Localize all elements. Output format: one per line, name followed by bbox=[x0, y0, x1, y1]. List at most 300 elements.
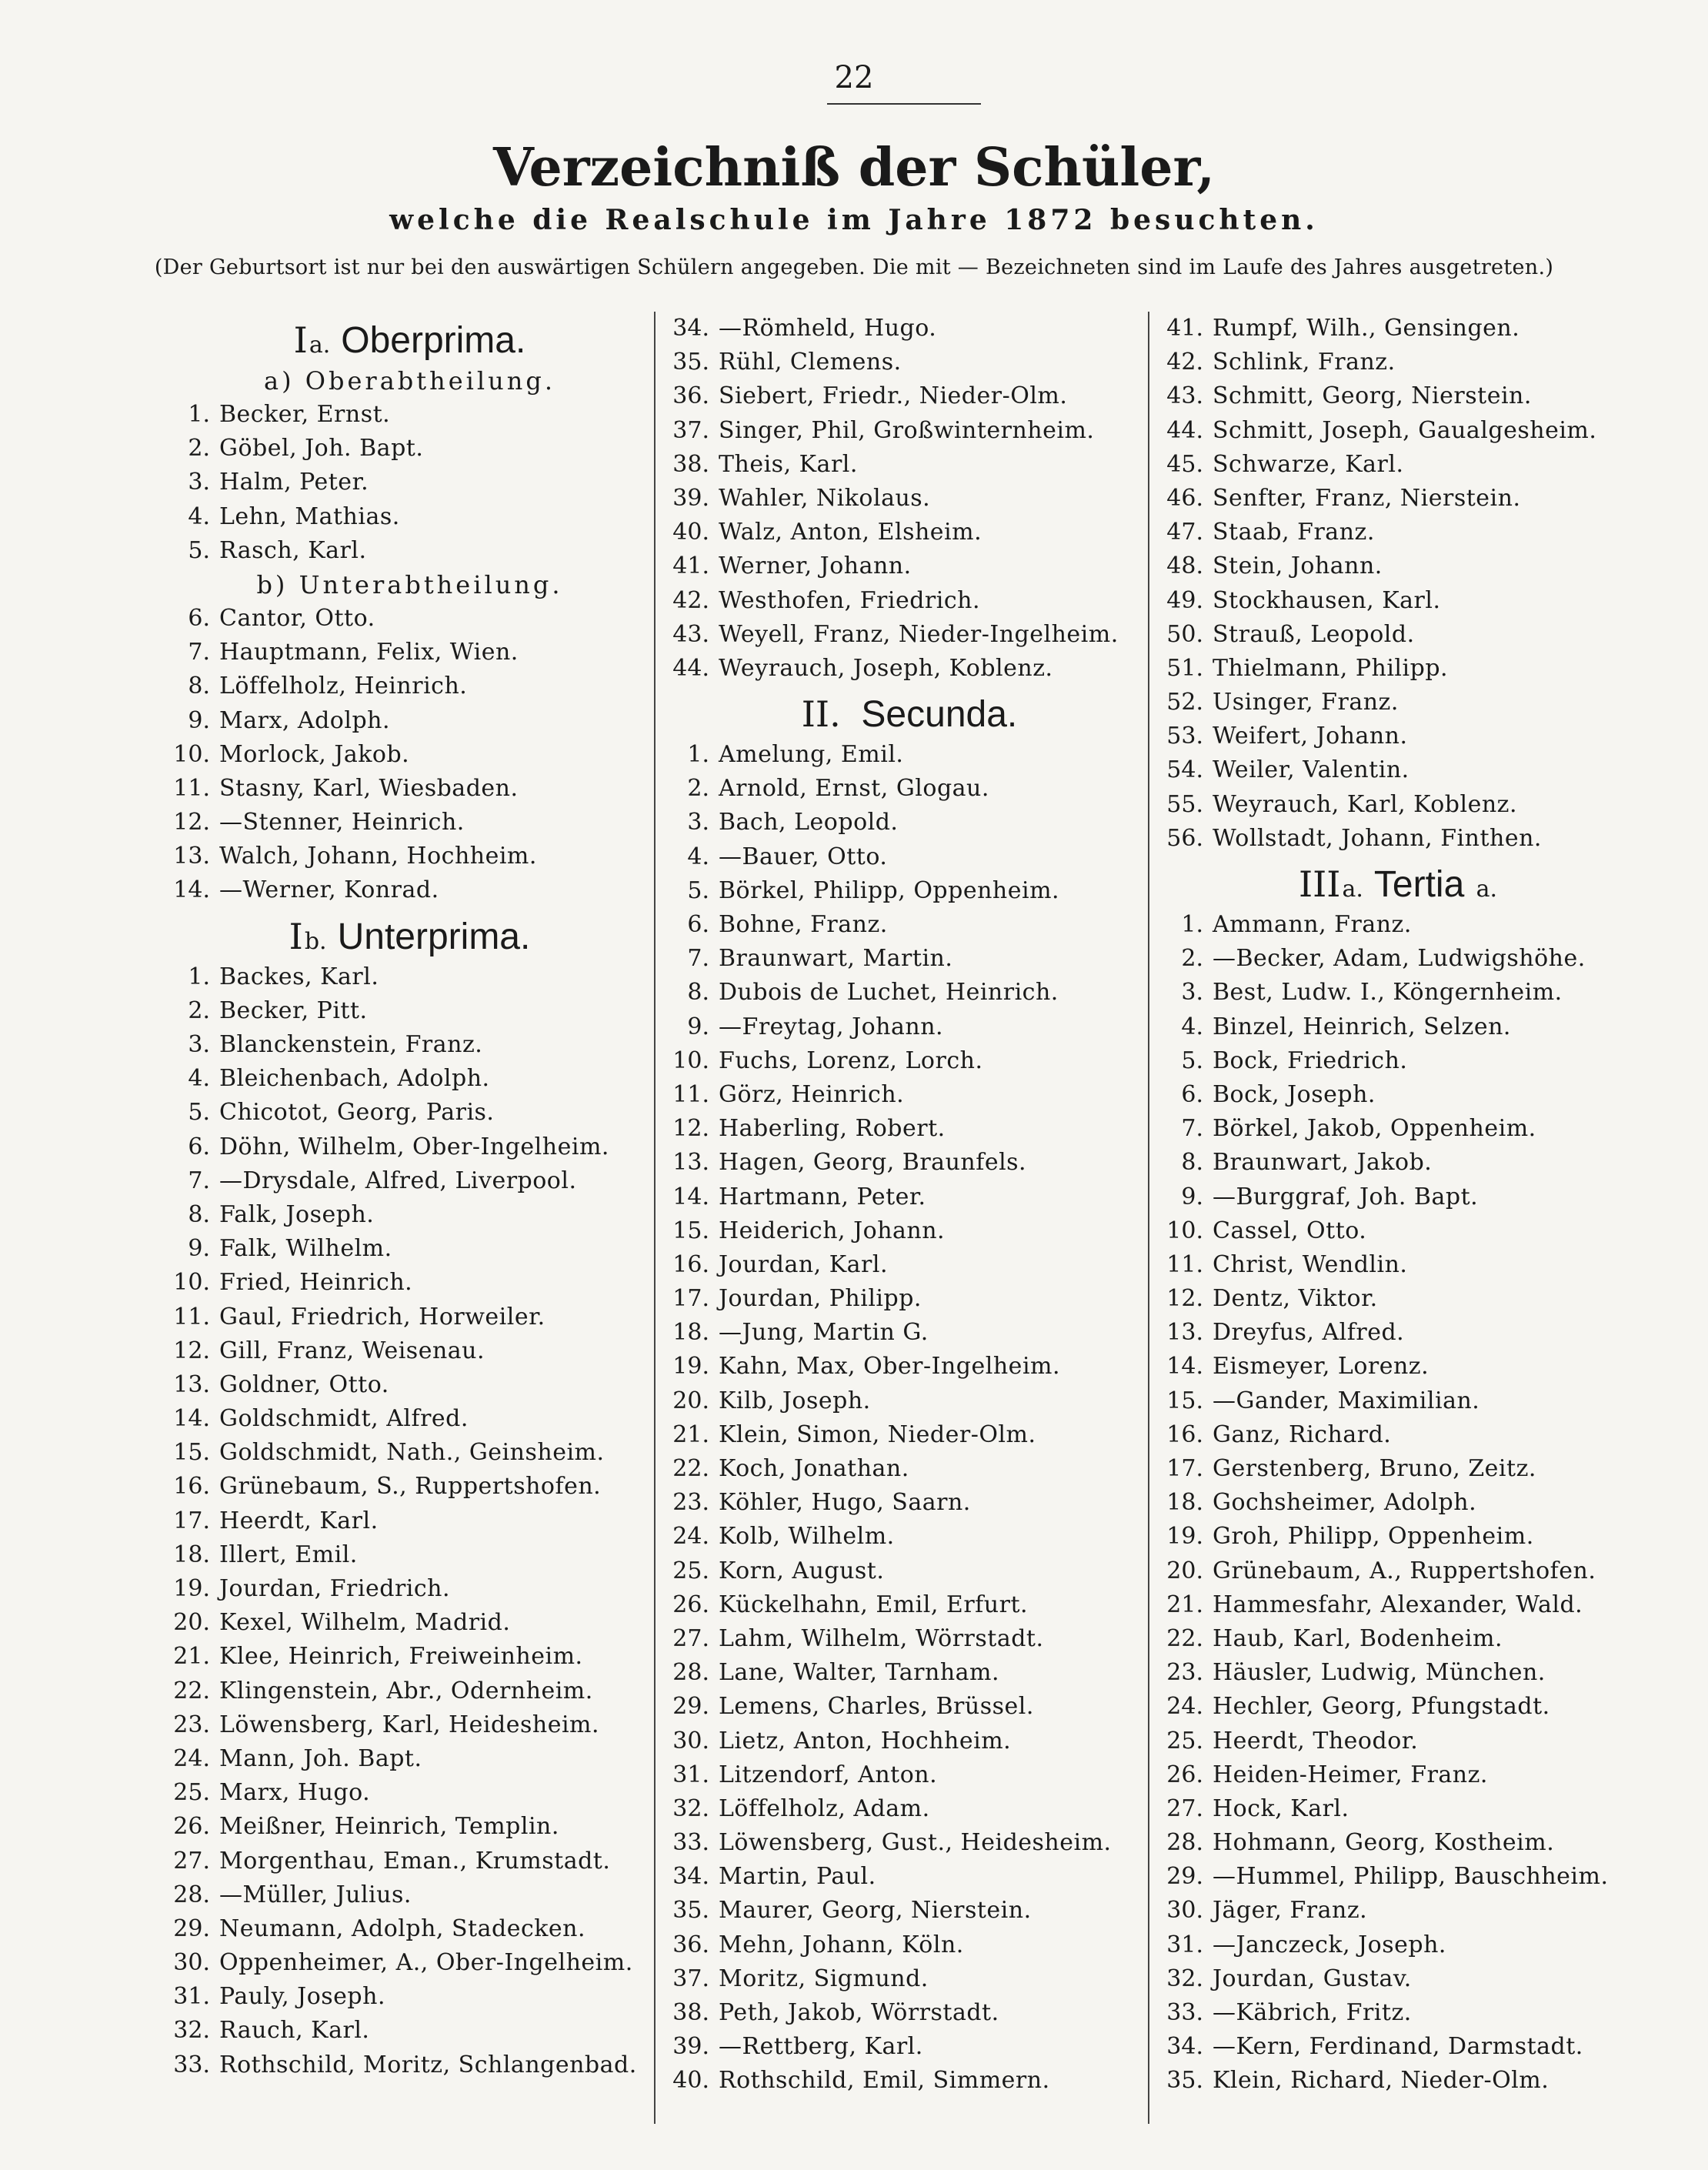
student-name: Gerstenberg, Bruno, Zeitz. bbox=[1213, 1455, 1536, 1482]
student-name: Lehn, Mathias. bbox=[219, 502, 400, 530]
student-number: 22. bbox=[173, 1677, 210, 1704]
student-name: Lane, Walter, Tarnham. bbox=[719, 1659, 1000, 1687]
page-number: 22 bbox=[834, 60, 874, 95]
student-entry bbox=[672, 738, 1146, 772]
student-name: Singer, Phil, Großwinternheim. bbox=[719, 416, 1095, 444]
student-number: 35. bbox=[672, 1897, 709, 1925]
student-number: 43. bbox=[1166, 382, 1203, 410]
student-name: Falk, Joseph. bbox=[219, 1200, 375, 1228]
student-entry bbox=[672, 346, 1146, 379]
student-number: 26. bbox=[173, 1813, 210, 1841]
student-number: 44. bbox=[672, 654, 709, 682]
student-name: —Stenner, Heinrich. bbox=[219, 809, 465, 836]
student-entry bbox=[173, 2014, 646, 2048]
student-entry bbox=[1166, 1622, 1640, 1656]
student-entry bbox=[672, 1758, 1146, 1792]
student-name: Göbel, Joh. Bapt. bbox=[219, 435, 424, 462]
student-name: Walz, Anton, Elsheim. bbox=[719, 519, 982, 546]
student-name: —Burggraf, Joh. Bapt. bbox=[1213, 1183, 1479, 1210]
student-name: Gochsheimer, Adolph. bbox=[1213, 1489, 1477, 1517]
student-entry bbox=[672, 379, 1146, 413]
student-name: Wollstadt, Johann, Finthen. bbox=[1213, 824, 1542, 852]
student-name: Rühl, Clemens. bbox=[719, 349, 902, 376]
student-entry bbox=[173, 466, 646, 499]
student-number: 21. bbox=[173, 1643, 210, 1671]
student-entry bbox=[672, 1180, 1146, 1214]
student-name: —Rettberg, Karl. bbox=[719, 2033, 923, 2061]
student-name: Lemens, Charles, Brüssel. bbox=[719, 1693, 1034, 1721]
student-name: —Becker, Adam, Ludwigshöhe. bbox=[1213, 945, 1586, 973]
student-entry bbox=[173, 1266, 646, 1300]
student-entry bbox=[173, 1878, 646, 1912]
student-entry bbox=[173, 1198, 646, 1232]
student-name: Korn, August. bbox=[719, 1557, 885, 1584]
student-name: Groh, Philipp, Oppenheim. bbox=[1213, 1523, 1534, 1551]
class-label: I bbox=[293, 319, 308, 361]
student-number: 10. bbox=[1166, 1217, 1203, 1244]
student-name: Best, Ludw. I., Köngernheim. bbox=[1213, 979, 1563, 1007]
student-entry bbox=[173, 1402, 646, 1436]
student-name: Klein, Simon, Nieder-Olm. bbox=[719, 1421, 1036, 1448]
student-name: Bleichenbach, Adolph. bbox=[219, 1065, 490, 1093]
student-number: 20. bbox=[173, 1609, 210, 1637]
student-name: Goldschmidt, Nath., Geinsheim. bbox=[219, 1439, 605, 1467]
student-name: Döhn, Wilhelm, Ober-Ingelheim. bbox=[219, 1133, 609, 1160]
student-entry bbox=[1166, 1350, 1640, 1384]
student-entry bbox=[672, 482, 1146, 516]
student-entry bbox=[672, 1384, 1146, 1418]
student-name: Schlink, Franz. bbox=[1213, 349, 1396, 376]
student-name: Stein, Johann. bbox=[1213, 553, 1383, 580]
student-entry bbox=[672, 1656, 1146, 1690]
student-entry bbox=[1166, 1180, 1640, 1214]
student-entry bbox=[173, 1334, 646, 1368]
student-name: Bohne, Franz. bbox=[719, 911, 888, 938]
student-number: 8. bbox=[188, 673, 210, 700]
student-name: Morlock, Jakob. bbox=[219, 740, 410, 768]
student-name: Hartmann, Peter. bbox=[719, 1183, 926, 1210]
student-name: Hock, Karl. bbox=[1213, 1794, 1349, 1822]
page-number-rule bbox=[827, 103, 981, 105]
student-number: 15. bbox=[173, 1439, 210, 1467]
student-name: Litzendorf, Anton. bbox=[719, 1761, 938, 1788]
student-name: Börkel, Philipp, Oppenheim. bbox=[719, 876, 1060, 904]
student-number: 2. bbox=[1181, 945, 1203, 973]
student-entry bbox=[1166, 1282, 1640, 1316]
student-entry bbox=[173, 1810, 646, 1844]
student-number: 13. bbox=[173, 843, 210, 870]
student-number: 7. bbox=[188, 1167, 210, 1194]
student-name: Rothschild, Emil, Simmern. bbox=[719, 2067, 1050, 2095]
page-title: Verzeichniß der Schüler, bbox=[492, 137, 1216, 199]
student-entry bbox=[173, 1708, 646, 1742]
student-entry bbox=[672, 806, 1146, 840]
student-entry bbox=[672, 1418, 1146, 1452]
page-subtitle: welche die Realschule im Jahre 1872 besuchten. bbox=[389, 204, 1319, 236]
student-name: Lahm, Wilhelm, Wörrstadt. bbox=[719, 1624, 1044, 1652]
student-entry bbox=[672, 1554, 1146, 1588]
student-name: Jourdan, Gustav. bbox=[1213, 1965, 1412, 1992]
student-name: —Freytag, Johann. bbox=[719, 1013, 944, 1040]
student-entry bbox=[1166, 516, 1640, 549]
student-entry bbox=[672, 976, 1146, 1010]
student-number: 27. bbox=[1166, 1794, 1203, 1822]
student-number: 2. bbox=[188, 997, 210, 1024]
student-number: 1. bbox=[687, 741, 709, 769]
student-name: Stasny, Karl, Wiesbaden. bbox=[219, 774, 519, 802]
student-entry bbox=[672, 549, 1146, 583]
student-entry bbox=[672, 1826, 1146, 1860]
student-number: 5. bbox=[687, 876, 709, 904]
student-number: 23. bbox=[173, 1711, 210, 1738]
student-entry bbox=[1166, 379, 1640, 413]
student-entry bbox=[1166, 942, 1640, 976]
student-entry bbox=[672, 1520, 1146, 1554]
student-name: Gaul, Friedrich, Horweiler. bbox=[219, 1303, 545, 1330]
student-number: 23. bbox=[1166, 1659, 1203, 1687]
student-number: 41. bbox=[672, 553, 709, 580]
student-entry bbox=[173, 772, 646, 806]
student-number: 28. bbox=[1166, 1829, 1203, 1857]
student-number: 18. bbox=[672, 1319, 709, 1347]
student-entry bbox=[672, 1962, 1146, 1996]
student-number: 4. bbox=[1181, 1013, 1203, 1040]
student-entry bbox=[672, 448, 1146, 482]
student-name: Kolb, Wilhelm. bbox=[719, 1523, 895, 1551]
student-name: Goldner, Otto. bbox=[219, 1370, 389, 1398]
student-number: 7. bbox=[1181, 1115, 1203, 1143]
student-name: Cantor, Otto. bbox=[219, 604, 375, 632]
student-number: 16. bbox=[672, 1250, 709, 1278]
student-entry bbox=[173, 1062, 646, 1096]
student-number: 8. bbox=[188, 1200, 210, 1228]
student-entry bbox=[1166, 1078, 1640, 1112]
student-number: 34. bbox=[672, 315, 709, 342]
student-name: Maurer, Georg, Nierstein. bbox=[719, 1897, 1032, 1925]
student-name: Bock, Joseph. bbox=[1213, 1080, 1376, 1108]
student-entry bbox=[173, 1742, 646, 1776]
student-name: —Müller, Julius. bbox=[219, 1881, 412, 1908]
student-name: —Janczeck, Joseph. bbox=[1213, 1931, 1446, 1958]
column-1 bbox=[173, 312, 646, 2124]
student-number: 17. bbox=[173, 1507, 210, 1534]
student-entry bbox=[672, 1928, 1146, 1962]
student-entry bbox=[1166, 1758, 1640, 1792]
student-name: Braunwart, Jakob. bbox=[1213, 1149, 1433, 1177]
student-entry bbox=[672, 1350, 1146, 1384]
student-list-ib-part1 bbox=[173, 960, 646, 2082]
student-number: 33. bbox=[672, 1829, 709, 1857]
student-number: 8. bbox=[687, 979, 709, 1007]
student-number: 54. bbox=[1166, 756, 1203, 784]
student-name: Jourdan, Philipp. bbox=[719, 1285, 922, 1313]
class-name: Oberprima. bbox=[341, 320, 526, 361]
student-entry bbox=[1166, 584, 1640, 618]
student-number: 29. bbox=[173, 1915, 210, 1942]
student-number: 19. bbox=[672, 1353, 709, 1380]
class-name: Tertia bbox=[1373, 864, 1465, 905]
student-name: Grünebaum, A., Ruppertshofen. bbox=[1213, 1557, 1596, 1584]
student-number: 9. bbox=[1181, 1183, 1203, 1210]
student-entry bbox=[672, 584, 1146, 618]
student-entry bbox=[672, 1894, 1146, 1928]
student-entry bbox=[1166, 2064, 1640, 2098]
student-name: —Käbrich, Fritz. bbox=[1213, 1999, 1412, 2026]
student-name: Klingenstein, Abr., Odernheim. bbox=[219, 1677, 593, 1704]
student-number: 25. bbox=[672, 1557, 709, 1584]
student-entry bbox=[173, 1164, 646, 1198]
student-entry bbox=[1166, 1486, 1640, 1520]
student-entry bbox=[672, 414, 1146, 448]
student-name: Rauch, Karl. bbox=[219, 2017, 370, 2045]
student-name: Weyrauch, Karl, Koblenz. bbox=[1213, 790, 1518, 818]
student-number: 18. bbox=[173, 1541, 210, 1568]
student-name: Meißner, Heinrich, Templin. bbox=[219, 1813, 559, 1841]
student-entry bbox=[173, 1538, 646, 1572]
student-list-ia-b bbox=[173, 602, 646, 908]
student-number: 24. bbox=[672, 1523, 709, 1551]
student-number: 27. bbox=[672, 1624, 709, 1652]
student-entry bbox=[672, 652, 1146, 686]
student-number: 34. bbox=[672, 1863, 709, 1891]
student-name: Backes, Karl. bbox=[219, 963, 379, 990]
student-number: 10. bbox=[173, 1269, 210, 1297]
student-name: Jäger, Franz. bbox=[1213, 1897, 1368, 1925]
student-name: Senfter, Franz, Nierstein. bbox=[1213, 484, 1521, 512]
student-entry bbox=[1166, 1010, 1640, 1044]
student-entry bbox=[672, 1724, 1146, 1758]
student-number: 44. bbox=[1166, 416, 1203, 444]
student-number: 4. bbox=[188, 502, 210, 530]
student-entry bbox=[1166, 1554, 1640, 1588]
student-name: Jourdan, Friedrich. bbox=[219, 1575, 451, 1602]
student-name: Heerdt, Theodor. bbox=[1213, 1727, 1419, 1754]
student-name: Arnold, Ernst, Glogau. bbox=[719, 775, 989, 803]
student-number: 6. bbox=[687, 911, 709, 938]
student-name: Dentz, Viktor. bbox=[1213, 1285, 1378, 1313]
student-name: Ganz, Richard. bbox=[1213, 1421, 1392, 1448]
student-name: Mehn, Johann, Köln. bbox=[719, 1931, 964, 1958]
student-name: Haberling, Robert. bbox=[719, 1115, 946, 1143]
student-entry bbox=[173, 840, 646, 873]
student-number: 25. bbox=[1166, 1727, 1203, 1754]
student-entry bbox=[1166, 1690, 1640, 1724]
student-entry bbox=[173, 1606, 646, 1640]
student-entry bbox=[672, 2064, 1146, 2098]
student-entry bbox=[1166, 1112, 1640, 1146]
student-number: 50. bbox=[1166, 620, 1203, 648]
student-entry bbox=[173, 1028, 646, 1062]
student-number: 52. bbox=[1166, 689, 1203, 716]
student-number: 21. bbox=[1166, 1591, 1203, 1618]
student-number: 1. bbox=[188, 401, 210, 428]
student-number: 3. bbox=[188, 1031, 210, 1058]
student-entry bbox=[672, 1248, 1146, 1282]
student-name: Pauly, Joseph. bbox=[219, 1983, 385, 2011]
student-entry bbox=[173, 1130, 646, 1164]
student-entry bbox=[173, 873, 646, 907]
student-entry bbox=[1166, 1724, 1640, 1758]
student-number: 19. bbox=[1166, 1523, 1203, 1551]
student-name: Fried, Heinrich. bbox=[219, 1269, 413, 1297]
student-number: 6. bbox=[188, 604, 210, 632]
student-entry bbox=[173, 534, 646, 568]
student-entry bbox=[672, 1622, 1146, 1656]
student-entry bbox=[1166, 1826, 1640, 1860]
student-name: —Hummel, Philipp, Bauschheim. bbox=[1213, 1863, 1609, 1891]
student-name: Ammann, Franz. bbox=[1213, 911, 1412, 938]
student-number: 45. bbox=[1166, 450, 1203, 478]
student-name: Marx, Hugo. bbox=[219, 1779, 371, 1807]
student-number: 29. bbox=[672, 1693, 709, 1721]
student-entry bbox=[1166, 448, 1640, 482]
student-entry bbox=[173, 1640, 646, 1674]
student-entry bbox=[672, 516, 1146, 549]
student-entry bbox=[672, 1044, 1146, 1078]
student-entry bbox=[1166, 976, 1640, 1010]
student-number: 24. bbox=[173, 1744, 210, 1772]
student-name: Kahn, Max, Ober-Ingelheim. bbox=[719, 1353, 1061, 1380]
student-entry bbox=[1166, 1214, 1640, 1248]
student-number: 31. bbox=[672, 1761, 709, 1788]
student-name: Gill, Franz, Weisenau. bbox=[219, 1337, 485, 1364]
student-number: 53. bbox=[1166, 723, 1203, 750]
student-name: Werner, Johann. bbox=[719, 553, 912, 580]
student-entry bbox=[173, 1470, 646, 1504]
student-name: Eismeyer, Lorenz. bbox=[1213, 1353, 1429, 1380]
student-entry bbox=[672, 2030, 1146, 2064]
student-entry bbox=[1166, 1792, 1640, 1826]
student-name: Heiderich, Johann. bbox=[719, 1217, 946, 1244]
student-name: —Werner, Konrad. bbox=[219, 876, 439, 904]
student-entry bbox=[1166, 2030, 1640, 2064]
student-entry bbox=[672, 1146, 1146, 1180]
student-number: 14. bbox=[672, 1183, 709, 1210]
student-number: 16. bbox=[173, 1473, 210, 1501]
student-name: —Bauer, Otto. bbox=[719, 843, 888, 870]
class-sub: b. bbox=[304, 927, 327, 955]
student-number: 31. bbox=[173, 1983, 210, 2011]
student-name: Rasch, Karl. bbox=[219, 536, 367, 564]
student-name: Oppenheimer, A., Ober-Ingelheim. bbox=[219, 1949, 633, 1977]
student-name: Hechler, Georg, Pfungstadt. bbox=[1213, 1693, 1550, 1721]
student-entry bbox=[173, 1980, 646, 2014]
student-name: Siebert, Friedr., Nieder-Olm. bbox=[719, 382, 1068, 410]
student-number: 30. bbox=[672, 1727, 709, 1754]
student-entry bbox=[672, 1112, 1146, 1146]
student-entry bbox=[672, 772, 1146, 806]
student-entry bbox=[672, 1690, 1146, 1724]
student-name: Löffelholz, Adam. bbox=[719, 1794, 930, 1822]
student-entry bbox=[173, 1300, 646, 1334]
student-name: Westhofen, Friedrich. bbox=[719, 586, 981, 614]
student-entry bbox=[173, 1096, 646, 1130]
student-name: Rumpf, Wilh., Gensingen. bbox=[1213, 315, 1520, 342]
student-name: Löffelholz, Heinrich. bbox=[219, 673, 468, 700]
student-number: 11. bbox=[173, 774, 210, 802]
student-name: Haub, Karl, Bodenheim. bbox=[1213, 1624, 1503, 1652]
student-number: 13. bbox=[173, 1370, 210, 1398]
class-name: Unterprima. bbox=[337, 916, 531, 957]
student-name: Illert, Emil. bbox=[219, 1541, 358, 1568]
student-entry bbox=[1166, 1452, 1640, 1486]
student-name: Amelung, Emil. bbox=[719, 741, 904, 769]
student-number: 38. bbox=[672, 1999, 709, 2026]
student-number: 11. bbox=[672, 1080, 709, 1108]
student-name: Wahler, Nikolaus. bbox=[719, 484, 931, 512]
student-entry bbox=[672, 1010, 1146, 1044]
class-heading-ia bbox=[173, 316, 646, 364]
student-number: 42. bbox=[672, 586, 709, 614]
student-number: 20. bbox=[672, 1387, 709, 1414]
class-heading-ii bbox=[672, 690, 1146, 738]
student-number: 32. bbox=[173, 2017, 210, 2045]
student-number: 2. bbox=[687, 775, 709, 803]
class-heading-iiia bbox=[1166, 860, 1640, 908]
student-name: Usinger, Franz. bbox=[1213, 689, 1399, 716]
student-number: 18. bbox=[1166, 1489, 1203, 1517]
student-name: Martin, Paul. bbox=[719, 1863, 876, 1891]
student-name: Kilb, Joseph. bbox=[719, 1387, 871, 1414]
student-name: Lietz, Anton, Hochheim. bbox=[719, 1727, 1012, 1754]
student-entry bbox=[1166, 1146, 1640, 1180]
student-number: 41. bbox=[1166, 315, 1203, 342]
student-name: Becker, Pitt. bbox=[219, 997, 368, 1024]
student-name: Kexel, Wilhelm, Madrid. bbox=[219, 1609, 511, 1637]
student-number: 14. bbox=[1166, 1353, 1203, 1380]
student-entry bbox=[173, 669, 646, 703]
student-entry bbox=[672, 1214, 1146, 1248]
class-sub: a. bbox=[1342, 876, 1363, 903]
student-entry bbox=[672, 942, 1146, 976]
student-entry bbox=[173, 2048, 646, 2082]
student-name: Thielmann, Philipp. bbox=[1213, 654, 1449, 682]
student-name: Klein, Richard, Nieder-Olm. bbox=[1213, 2067, 1550, 2095]
student-name: Löwensberg, Karl, Heidesheim. bbox=[219, 1711, 600, 1738]
student-entry bbox=[672, 1486, 1146, 1520]
student-entry bbox=[1166, 1588, 1640, 1622]
student-name: Bock, Friedrich. bbox=[1213, 1047, 1408, 1074]
class-suffix: a. bbox=[1476, 876, 1498, 903]
student-entry bbox=[1166, 652, 1640, 686]
student-name: Dreyfus, Alfred. bbox=[1213, 1319, 1405, 1347]
student-name: Goldschmidt, Alfred. bbox=[219, 1405, 469, 1433]
student-number: 32. bbox=[672, 1794, 709, 1822]
student-entry bbox=[1166, 822, 1640, 856]
student-number: 40. bbox=[672, 2067, 709, 2095]
student-entry bbox=[1166, 549, 1640, 583]
student-name: Stockhausen, Karl. bbox=[1213, 586, 1441, 614]
student-name: Klee, Heinrich, Freiweinheim. bbox=[219, 1643, 583, 1671]
student-entry bbox=[173, 1776, 646, 1810]
student-list-iiia bbox=[1166, 908, 1640, 2098]
student-number: 7. bbox=[188, 639, 210, 666]
student-number: 29. bbox=[1166, 1863, 1203, 1891]
student-name: Hohmann, Georg, Kostheim. bbox=[1213, 1829, 1555, 1857]
student-number: 4. bbox=[687, 843, 709, 870]
student-name: Theis, Karl. bbox=[719, 450, 858, 478]
class-label: I bbox=[289, 915, 303, 957]
student-number: 30. bbox=[173, 1949, 210, 1977]
student-name: Marx, Adolph. bbox=[219, 706, 391, 734]
student-number: 20. bbox=[1166, 1557, 1203, 1584]
student-number: 33. bbox=[1166, 1999, 1203, 2026]
student-list-ib-part2 bbox=[672, 312, 1146, 686]
student-number: 22. bbox=[1166, 1624, 1203, 1652]
student-number: 9. bbox=[687, 1013, 709, 1040]
student-entry bbox=[672, 874, 1146, 908]
student-number: 47. bbox=[1166, 519, 1203, 546]
